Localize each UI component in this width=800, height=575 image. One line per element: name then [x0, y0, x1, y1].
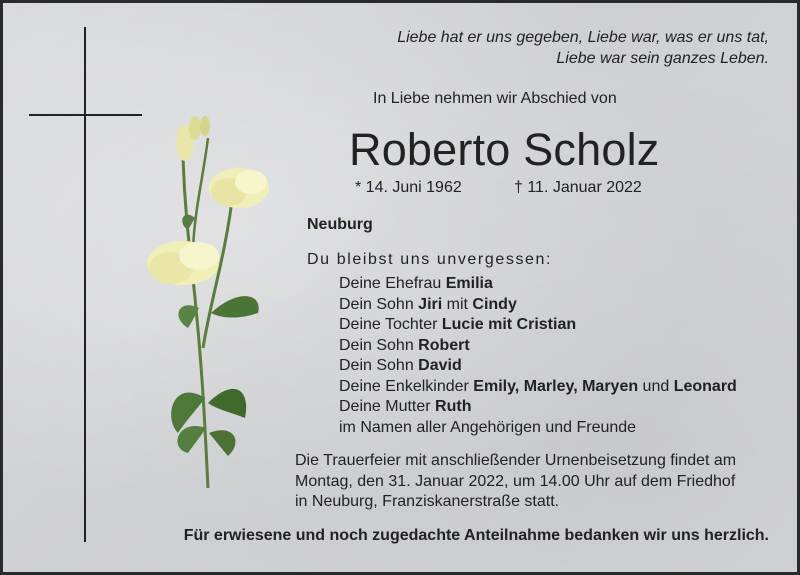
family-row: Dein Sohn Robert: [339, 336, 470, 354]
family-row: im Namen aller Angehörigen und Freunde: [339, 418, 637, 436]
place-name: Neuburg: [307, 216, 373, 233]
quote: [397, 27, 769, 69]
family-row: Dein Sohn Jiri mit Cindy: [339, 295, 517, 313]
flower-icon: [133, 98, 283, 498]
service-line-2: Montag, den 31. Januar 2022, um 14.00 Uhr auf dem Friedhof: [295, 472, 736, 490]
deceased-name: Roberto Scholz: [349, 124, 660, 175]
cross-icon: [84, 27, 86, 542]
family-list: [339, 274, 737, 438]
quote-line-2: Liebe war sein ganzes Leben.: [556, 50, 769, 67]
family-row: Deine Enkelkinder Emily, Marley, Maryen und Leonard: [339, 377, 737, 395]
thanks-line: Für erwiesene und noch zugedachte Anteilnahme bedanken wir uns herzlich.: [183, 527, 769, 544]
cross-icon-bar: [29, 114, 142, 116]
family-row: Dein Sohn David: [339, 357, 462, 374]
service-line-3: in Neuburg, Franziskanerstraße statt.: [295, 493, 560, 510]
family-row: Deine Ehefrau Emilia: [339, 275, 493, 292]
service-info: [295, 451, 736, 513]
death-date: † 11. Januar 2022: [514, 179, 642, 196]
service-line-1: Die Trauerfeier mit anschließender Urnenbeisetzung findet am: [295, 452, 737, 469]
unforgotten-line: Du bleibst uns unvergessen:: [307, 251, 553, 268]
family-row: Deine Tochter Lucie mit Cristian: [339, 316, 577, 333]
family-row: Deine Mutter Ruth: [339, 398, 472, 415]
quote-line-1: Liebe hat er uns gegeben, Liebe war, was er uns tat,: [397, 29, 769, 46]
birth-date: * 14. Juni 1962: [355, 179, 462, 196]
intro-text: In Liebe nehmen wir Abschied von: [373, 90, 617, 107]
